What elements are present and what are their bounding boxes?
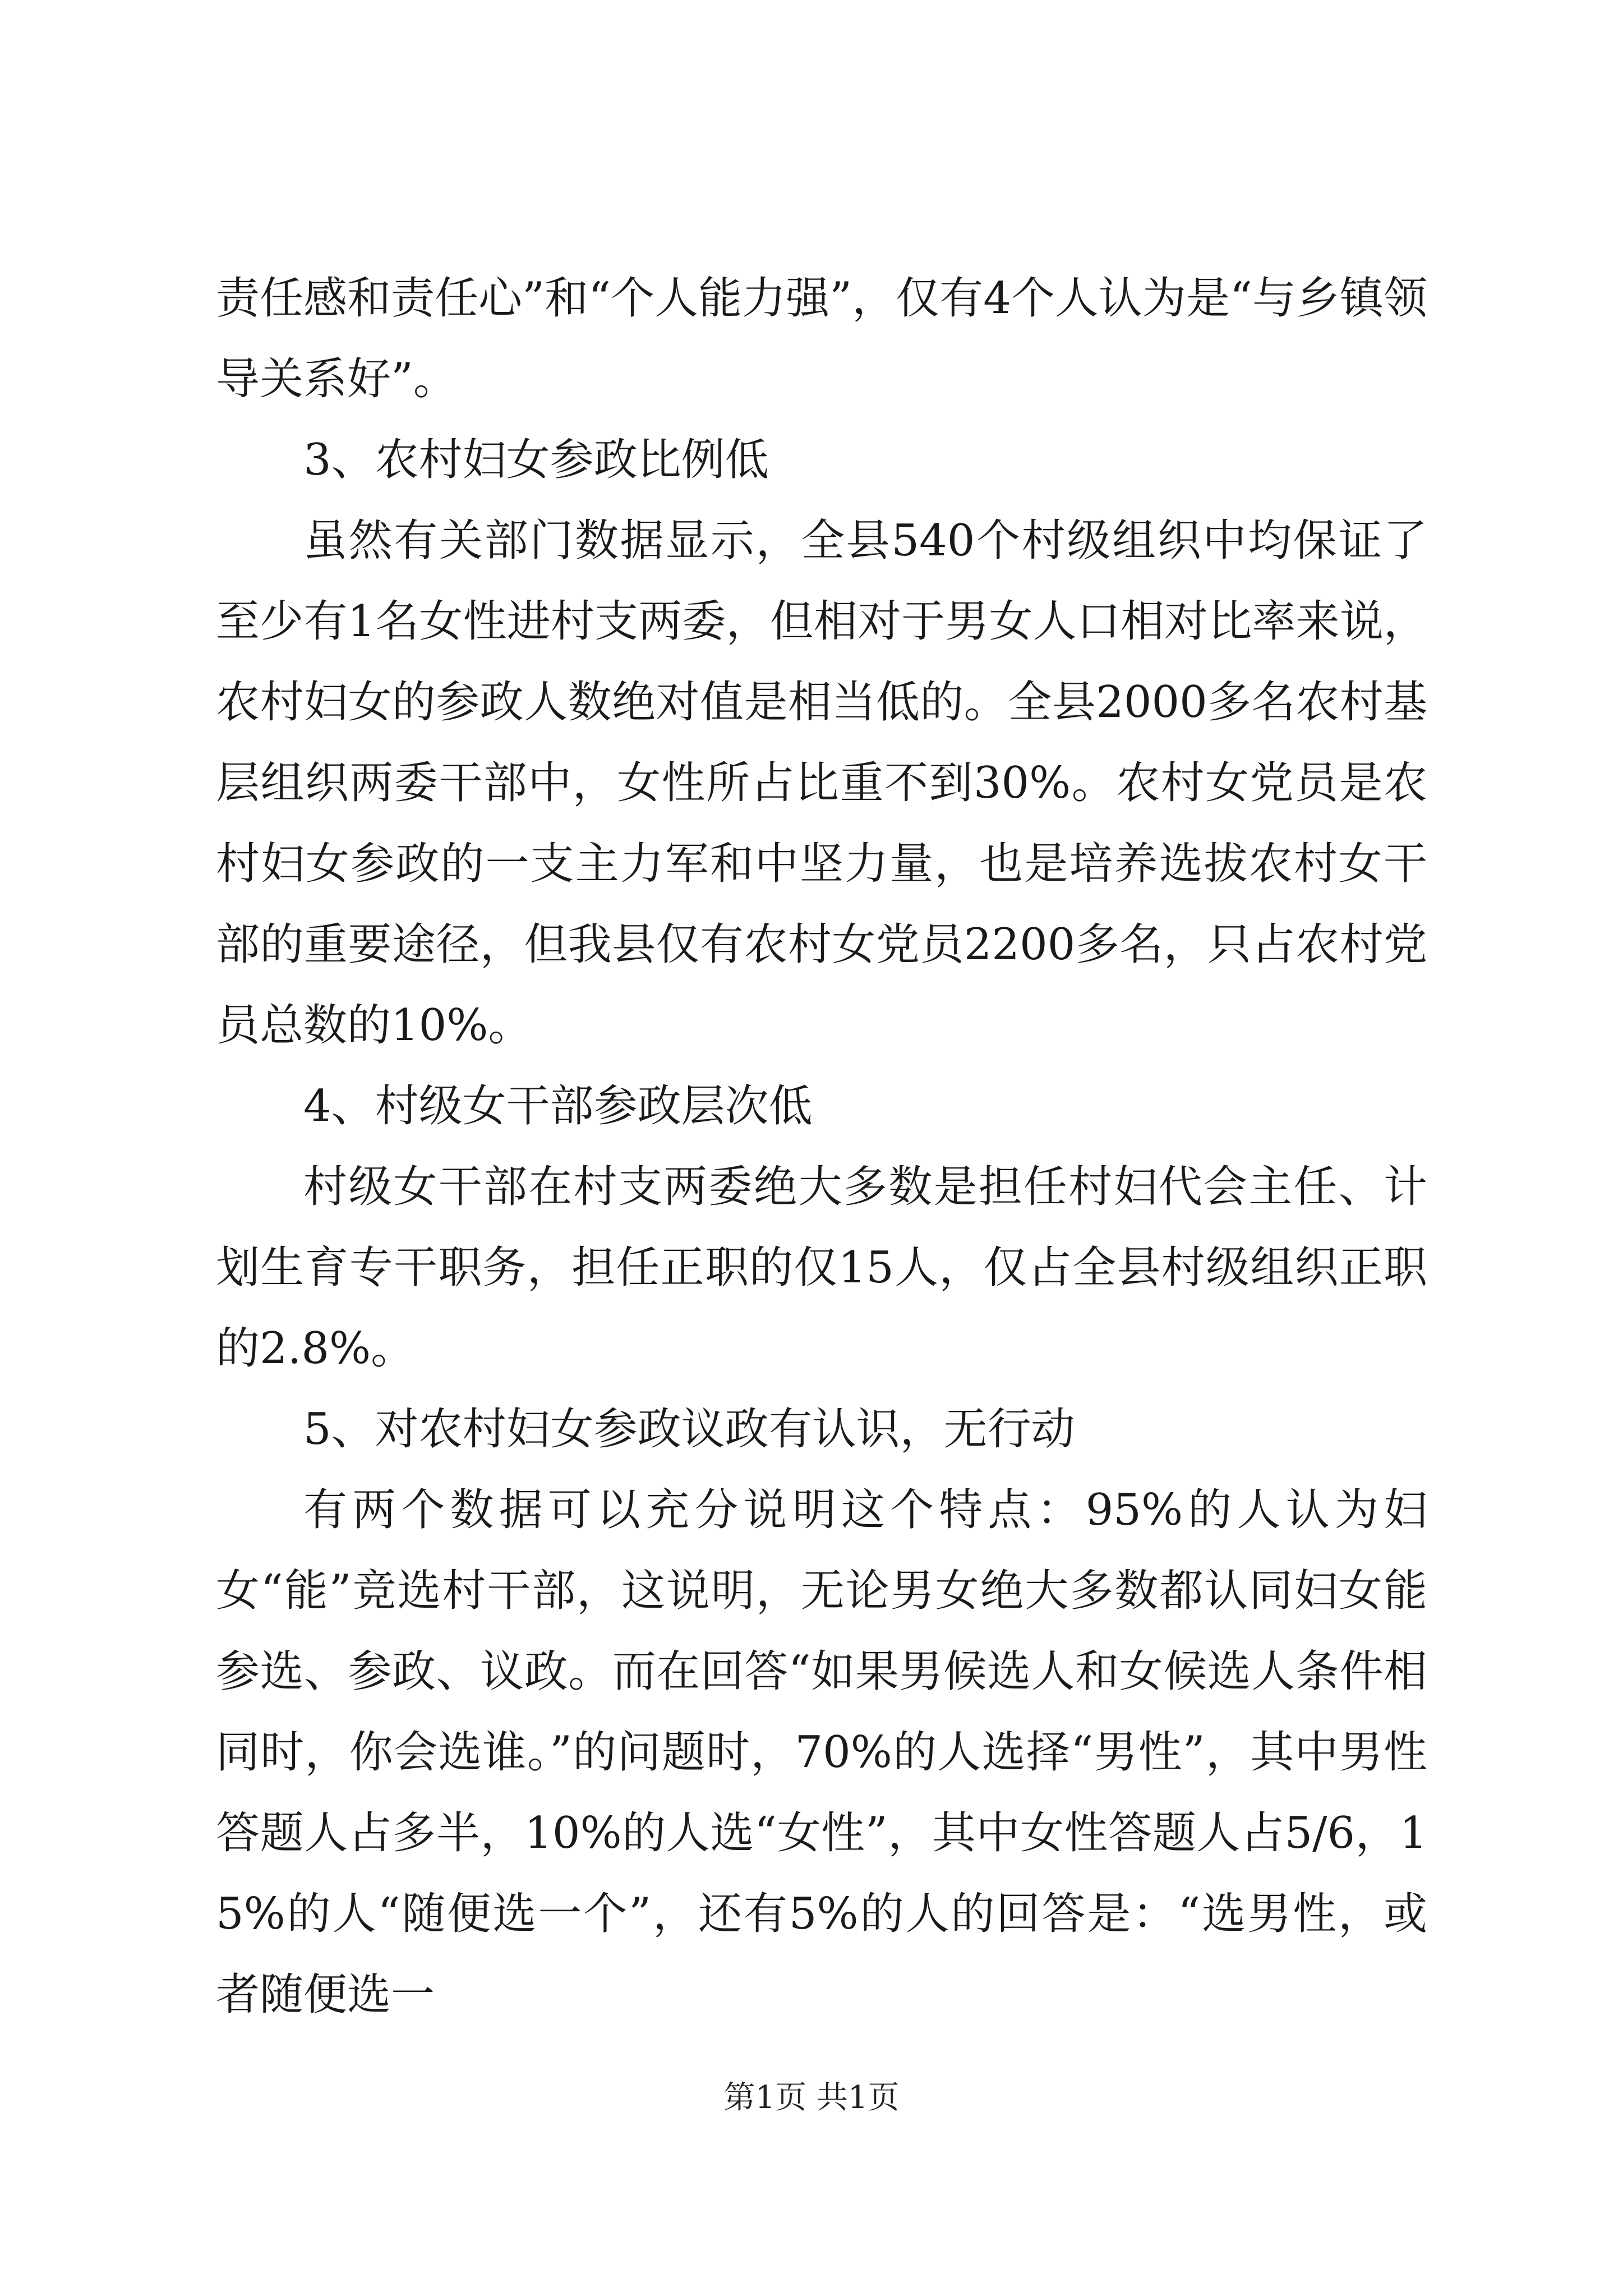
paragraph-section-4: 村级女干部在村支两委绝大多数是担任村妇代会主任、计划生育专干职务，担任正职的仅15人，仅占全县村级组织正职的2.8%。	[216, 1162, 1427, 1374]
page-footer: 第1页 共1页	[723, 2079, 900, 2116]
paragraph-section-5: 有两个数据可以充分说明这个特点：95%的人认为妇女“能”竞选村干部，这说明，无论男女绝大多数都认同妇女能参选、参政、议政。而在回答“如果男候选人和女候选人条件相同时，你会选谁。”的问题时，70%的人选择“男性”，其中男性答题人占多半，10%的人选“女性”，其中女性答题人占5/6，15%的人“随便选一个”，还有5%的人的回答是：“选男性，或者随便选一	[216, 1485, 1427, 2020]
paragraph-section-3: 虽然有关部门数据显示，全县540个村级组织中均保证了至少有1名女性进村支两委，但相对于男女人口相对比率来说，农村妇女的参政人数绝对值是相当低的。全县2000多名农村基层组织两委干部中，女性所占比重不到30%。农村女党员是农村妇女参政的一支主力军和中坚力量，也是培养选拔农村女干部的重要途径，但我县仅有农村女党员2200多名，只占农村党员总数的10%。	[216, 516, 1427, 1051]
section-heading-3: 3、农村妇女参政比例低	[303, 435, 769, 485]
paragraph-continuation: 责任感和责任心”和“个人能力强”，仅有4个人认为是“与乡镇领导关系好”。	[216, 273, 1427, 404]
section-heading-4: 4、村级女干部参政层次低	[303, 1081, 813, 1131]
document-body	[216, 258, 1427, 2035]
section-heading-5: 5、对农村妇女参政议政有认识，无行动	[303, 1404, 1075, 1455]
